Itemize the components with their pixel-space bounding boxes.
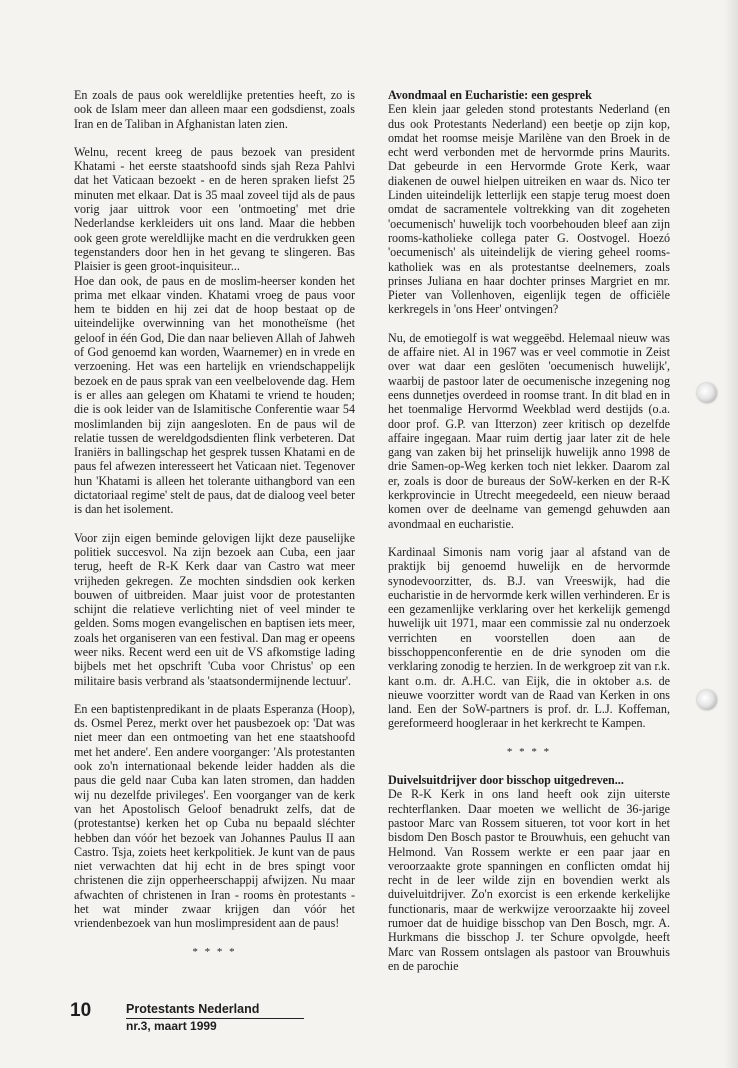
publication-title: Protestants Nederland <box>126 1002 304 1019</box>
paragraph: En een baptistenpredikant in de plaats Esperanza (Hoop), ds. Osmel Perez, merkt over het pausbezoek op: 'Dat was niet meer dan een ontmoeting van het ene staatshoofd met het andere'. Een andere voorganger: 'Als protestanten ook zo'n internationaal bekende leider hadden als die paus die geld naar Cuba kan laten stromen, dan hadden wij nu dezelfde privileges'. Een voorganger van de kerk van het Apostolisch Geloof benadrukt zelfs, dat de (protestantse) kerken het op Cuba nu bepaald sléchter hebben dan vóór het bezoek van Johannes Paulus II aan Castro. Tsja, zoiets heet kerkpolitiek. Je kunt van de paus niet verwachten dat hij echt in de bres spingt voor christenen die zijn opperheerschappij afwijzen. Nu maar afwachten of christenen in Iran - rooms èn protestants - het wat minder zwaar krijgen dan vóór het vriendenbezoek van hun moslimpresident aan de paus! <box>74 701 355 931</box>
left-column <box>74 88 355 973</box>
section-separator: * * * * <box>192 945 237 958</box>
paragraph: Een klein jaar geleden stond protestants Nederland (en dus ook Protestants Nederland) een beetje op zijn kop, omdat het roomse meisje Marilène van den Broek in de echt werd verbonden met de hervormde prins Maurits. Dat gebeurde in een Hervormde Grote Kerk, waar diakenen de ouwel hielpen uitreiken en waar ds. Nico ter Linden uiteindelijk letterlijk een stapje terug moest doen omdat de sacramentele voltrekking van dit zogeheten 'oecumenisch' huwelijk toch voorbehouden bleef aan zijn rooms-katholieke collega pater G. Oostvogel. Hoezó 'oecumenisch' als uiteindelijk de viering geheel rooms-katholiek was en als protestantse deelnemers, zoals prinses Juliana en haar dochter prinses Margriet en mr. Pieter van Vollenhoven, eigenlijk tegen de officiële kerkregels in 'ons Heer' ontvingen? <box>388 102 670 317</box>
issue-info: nr.3, maart 1999 <box>126 1019 217 1033</box>
paragraph: Nu, de emotiegolf is wat weggeëbd. Helemaal nieuw was de affaire niet. Al in 1967 was er veel commotie in Zeist over wat daar een geslöten 'oecumenisch huwelijk', waarbij de pastoor later de oecumenische inzegening nog eens dunnetjes overdeed in roomse trant. In dit blad en in het toenmalige Hervormd Weekblad werd destijds (o.a. door prof. G.P. van Itterzon) zeer kritisch op dezelfde affaire ingegaan. Maar ruim dertig jaar later zit de hele gang van zaken bij het prinselijk huwelijk anno 1998 de drie Samen-op-Weg kerken toch niet lekker. Daarom zal er, zoals is door de bureaus der SoW-kerken en der R-K kerkprovincie in Utrecht meegedeeld, een nieuw beraad komen over de deelname van gemengd gehuwden aan avondmaal en eucharistie. <box>388 330 670 531</box>
paragraph: Hoe dan ook, de paus en de moslim-heerser konden het prima met elkaar vinden. Khatami vroeg de paus voor hem te bidden en hij zei dat de hoop bestaat op de uiteindelijke overwinning van het monotheïsme (het geloof in één God, Die dan naar believen Allah of Jahweh of God genoemd kan worden, Waarnemer) en in vrede en verzoening. Het was een hartelijk en vriendschappelijk bezoek en de paus sprak van een veelbelovende dag. Hem is er alles aan gelegen om Khatami te vriend te houden; die is ook leider van de Islamitische Conferentie waar 54 moslimlanden bij zijn aangesloten. En de paus wil de relatie tussen de wereldgodsdienten flink verbeteren. Dat Iraniërs in ballingschap het gesprek tussen Khatami en de paus fel afwezen interesseert het Vaticaan niet. Tegenover hun 'Khatami is alleen het tolerante uithangbord van een dictatoriaal regime' stelt de paus, dat de dialoog veel beter is dan het isolement. <box>74 273 355 517</box>
paragraph: Kardinaal Simonis nam vorig jaar al afstand van de praktijk bij genoemd huwelijk en de hervormde synodevoorzitter, ds. B.J. van Vreeswijk, had die eucharistie in de hervormde kerk willen verhinderen. Er is een gezamenlijke verklaring over het kerkelijk gemengd huwelijk uit 1971, maar een commissie zal nu onderzoek verrichten en voorstellen doen aan de bisschoppenconferentie en de drie synoden om die verklaring zonodig te herzien. In de werkgroep zit van r.k. kant o.m. dr. A.H.C. van Eijk, die in oktober a.s. de nieuwe voorzitter wordt van de Raad van Kerken in ons land. Een der SoW-partners is prof. dr. L.J. Koffeman, gereformeerd hoogleraar in het kerkrecht te Kampen. <box>388 544 670 731</box>
page-number: 10 <box>70 1000 92 1021</box>
paragraph: De R-K Kerk in ons land heeft ook zijn uiterste rechterflanken. Daar moeten we wellicht de 36-jarige pastoor Marc van Rossem situeren, tot voor kort in het bisdom Den Bosch pastor te Brouwhuis, een gehucht van Helmond. Van Rossem werkte er een paar jaar en veroorzaakte grote spanningen en conflicten omdat hij recht in de leer wilde zijn en bovendien werkt als duiveluitdrijver. Zo'n exorcist is een erkende kerkelijke functionaris, maar de werkwijze veroorzaakte hij zoveel rumoer dat de huidige bisschop van Den Bosch, mgr. A. Hurkmans die bisschop J. ter Schure opvolgde, heeft Marc van Rossem ontslagen als pastoor van Brouwhuis en de parochie <box>388 787 670 973</box>
section-separator: * * * * <box>506 745 552 758</box>
article-heading: Avondmaal en Eucharistie: een gesprek <box>388 88 592 102</box>
paragraph: Welnu, recent kreeg de paus bezoek van president Khatami - het eerste staatshoofd sinds sjah Reza Pahlvi dat het Vaticaan bezoekt - en de heren spraken liefst 25 minuten met elkaar. Dat is 35 maal zoveel tijd als de paus vorig jaar uittrok voor een 'ontmoeting' met drie Nederlandse kerkleiders uit ons land. Maar die hebben ook geen grote wereldlijke macht en die verdrukken geen tegenstanders door hen in het gevang te slingeren. Bas Plaisier is geen groot-inquisiteur... <box>74 144 355 274</box>
article-heading: Duivelsuitdrijver door bisschop uitgedreven... <box>388 773 624 788</box>
punch-hole <box>697 690 717 710</box>
paragraph: En zoals de paus ook wereldlijke pretenties heeft, zo is ook de Islam meer dan alleen maar een godsdienst, zoals Iran en de Taliban in Afghanistan laten zien. <box>74 88 355 131</box>
punch-hole <box>697 383 717 403</box>
paragraph: Voor zijn eigen beminde gelovigen lijkt deze pauselijke politiek succesvol. Na zijn bezoek aan Cuba, een jaar terug, heeft de R-K Kerk daar van Castro wat meer vrijheden gekregen. Ze mochten sindsdien ook kerken bouwen of uitbreiden. Maar juist voor de protestanten schijnt die relatieve verlichting niet of veel minder te gelden. Soms mogen evangelischen en baptisen iets meer, zoals het organiseren van een festival. Dan mag er opeens weer niks. Recent werd een uit de VS afkomstige lading bijbels met het opschrift 'Cuba voor Christus' op een militaire basis verbrand als 'staatsondermijnende lectuur'. <box>74 530 355 688</box>
right-column <box>388 88 670 987</box>
page-edge-shadow <box>724 0 738 1068</box>
